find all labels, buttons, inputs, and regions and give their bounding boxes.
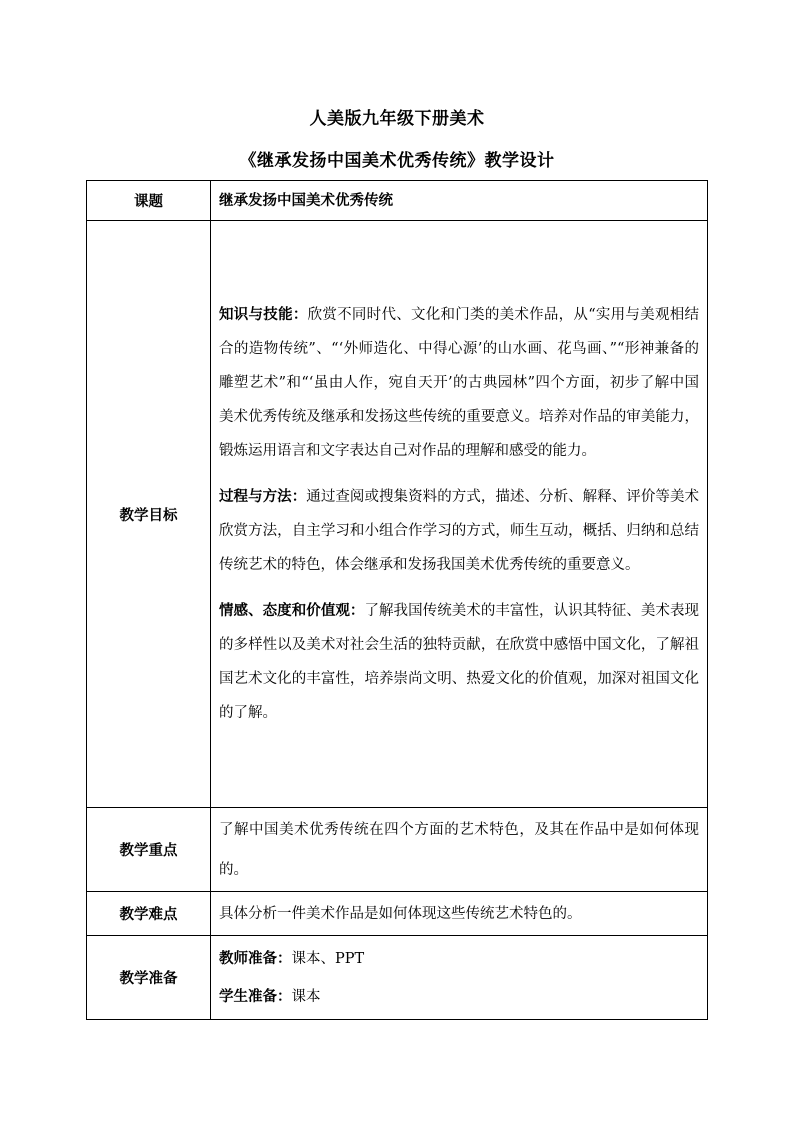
lesson-plan-table xyxy=(86,180,708,1020)
emotion-heading: 情感、态度和价值观： xyxy=(219,602,365,619)
emotion-text: 了解我国传统美术的丰富性，认识其特征、美术表现的多样性以及美术对社会生活的独特贡献，在欣赏中感悟中国文化，了解祖国艺术文化的丰富性，培养崇尚文明、热爱文化的价值观，加深对祖国文化的了解。 xyxy=(219,603,699,721)
preparation-content xyxy=(211,936,708,1020)
difficulties-label: 教学难点 xyxy=(87,892,211,936)
key-points-label: 教学重点 xyxy=(87,808,211,892)
difficulties-value: 具体分析一件美术作品是如何体现这些传统艺术特色的。 xyxy=(211,892,708,936)
student-value: 课本 xyxy=(291,988,321,1005)
table-row-topic xyxy=(87,181,708,221)
table-row-difficulties xyxy=(87,892,708,936)
table-row-objectives xyxy=(87,221,708,808)
objectives-content xyxy=(211,221,708,808)
process-text: 通过查阅或搜集资料的方式，描述、分析、解释、评价等美术欣赏方法，自主学习和小组合作学习的方式，师生互动，概括、归纳和总结传统艺术的特色，体会继承和发扬我国美术优秀传统的重要意义。 xyxy=(219,489,699,573)
objectives-label: 教学目标 xyxy=(87,221,211,808)
teacher-preparation xyxy=(219,940,699,978)
student-preparation xyxy=(219,978,699,1016)
table-row-key-points xyxy=(87,808,708,892)
topic-value xyxy=(211,181,708,221)
key-points-value: 了解中国美术优秀传统在四个方面的艺术特色，及其在作品中是如何体现的。 xyxy=(211,808,708,892)
document-title: 人美版九年级下册美术 xyxy=(309,109,485,129)
emotion-paragraph xyxy=(219,594,699,730)
topic-text: 继承发扬中国美术优秀传统 xyxy=(219,191,393,209)
preparation-label: 教学准备 xyxy=(87,936,211,1020)
topic-label: 课题 xyxy=(87,181,211,221)
table-row-preparation xyxy=(87,936,708,1020)
process-paragraph xyxy=(219,480,699,582)
student-heading: 学生准备： xyxy=(219,987,292,1005)
knowledge-text: 欣赏不同时代、文化和门类的美术作品，从“实用与美观相结合的造物传统”、“‘外师造化、中得心源’的山水画、花鸟画、”“形神兼备的雕塑艺术”和“‘虽由人作，宛自天开’的古典园林”四个方面，初步了解中国美术优秀传统及继承和发扬这些传统的重要意义。培养对作品的审美能力，锻炼运用语言和文字表达自己对作品的理解和感受的能力。 xyxy=(219,307,699,459)
teacher-value: 课本、PPT xyxy=(291,950,365,967)
document-subtitle: 《继承发扬中国美术优秀传统》教学设计 xyxy=(239,151,555,171)
knowledge-heading: 知识与技能： xyxy=(219,306,308,323)
teacher-heading: 教师准备： xyxy=(219,949,292,967)
knowledge-paragraph xyxy=(219,298,699,468)
process-heading: 过程与方法： xyxy=(219,488,307,505)
